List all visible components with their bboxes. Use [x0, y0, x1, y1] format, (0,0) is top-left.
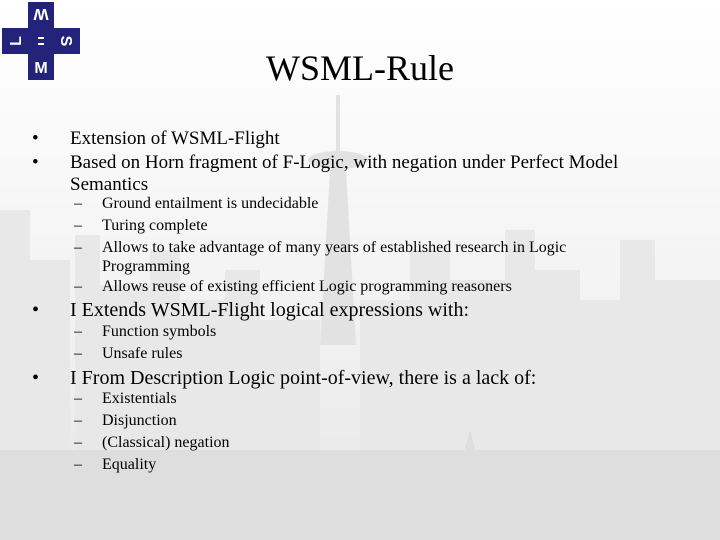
- bullet-marker: •: [32, 299, 40, 321]
- bullet-marker: •: [32, 128, 39, 149]
- sub-bullet-text: Equality: [102, 456, 157, 473]
- sub-bullet-text: Disjunction: [102, 412, 177, 429]
- bullet-text: Extension of WSML-Flight: [70, 128, 280, 149]
- sub-bullet-marker: –: [74, 412, 82, 429]
- logo-letter-w: W: [33, 5, 49, 22]
- sub-bullet-text: Allows to take advantage of many years of established research in Logic: [102, 239, 567, 256]
- bullet-text: I Extends WSML-Flight logical expressions with:: [70, 299, 470, 321]
- sub-bullet-marker: –: [74, 278, 82, 295]
- sub-bullet-marker: –: [74, 456, 82, 473]
- logo-letter-l: L: [8, 36, 25, 46]
- sub-bullet-marker: –: [74, 323, 82, 340]
- logo-letter-m: M: [34, 60, 48, 77]
- sub-bullet-marker: –: [74, 195, 82, 212]
- sub-bullet-text: Turing complete: [102, 217, 208, 234]
- sub-bullet-text: (Classical) negation: [102, 434, 230, 451]
- sub-bullet-marker: –: [74, 390, 82, 407]
- sub-bullet-text: Ground entailment is undecidable: [102, 195, 319, 212]
- sub-bullet-text: Allows reuse of existing efficient Logic programming reasoners: [102, 278, 512, 295]
- bullet-marker: •: [32, 152, 39, 173]
- bullet-text: Semantics: [70, 174, 149, 195]
- sub-bullet-text: Unsafe rules: [102, 345, 183, 362]
- bullet-text: I From Description Logic point-of-view, there is a lack of:: [70, 367, 537, 389]
- bullet-text: Based on Horn fragment of F-Logic, with negation under Perfect Model: [70, 152, 619, 173]
- slide-title: WSML-Rule: [266, 48, 454, 88]
- sub-bullet-text: Programming: [102, 258, 190, 275]
- bullet-marker: •: [32, 367, 40, 389]
- logo-letter-s: S: [57, 35, 74, 47]
- sub-bullet-text: Existentials: [102, 390, 177, 407]
- sub-bullet-marker: –: [74, 217, 82, 234]
- sub-bullet-marker: –: [74, 345, 82, 362]
- sub-bullet-marker: –: [74, 239, 82, 256]
- sub-bullet-text: Function symbols: [102, 323, 217, 340]
- sub-bullet-marker: –: [74, 434, 82, 451]
